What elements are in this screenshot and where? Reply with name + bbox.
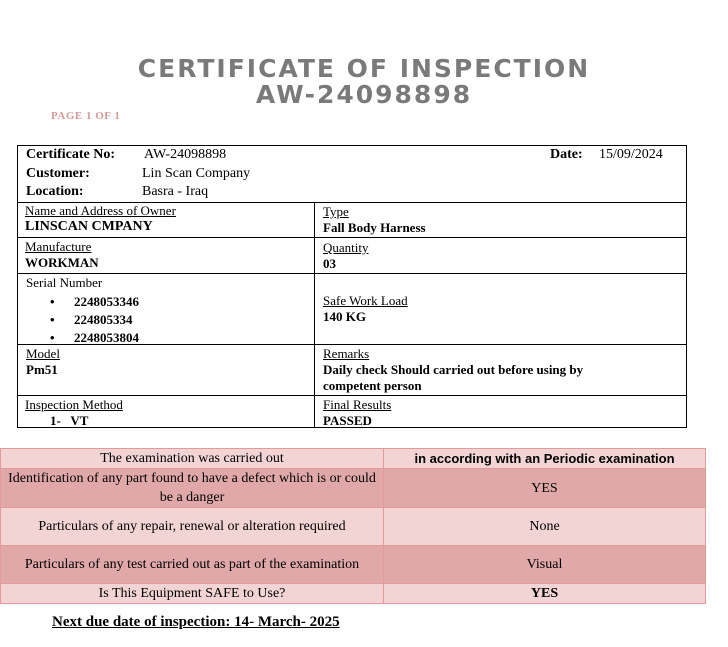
owner-label: Name and Address of Owner bbox=[25, 203, 176, 218]
page-indicator: PAGE 1 OF 1 bbox=[51, 110, 121, 122]
final-results-label: Final Results bbox=[323, 397, 392, 412]
final-results-value: PASSED bbox=[323, 413, 372, 428]
serial-number-item: • 2248053804 bbox=[74, 329, 139, 347]
examination-answer: Visual bbox=[384, 546, 706, 584]
examination-question: The examination was carried out bbox=[1, 449, 384, 469]
inspection-method-value: 1- VT bbox=[50, 413, 89, 428]
next-due-date: Next due date of inspection: 14- March- 2025 bbox=[52, 614, 340, 630]
examination-table bbox=[0, 448, 706, 604]
model-label: Model bbox=[26, 346, 60, 361]
manufacture-quantity-row bbox=[18, 238, 686, 274]
method-results-row bbox=[18, 396, 686, 428]
safe-work-load-value: 140 KG bbox=[323, 309, 366, 324]
location-label: Location: bbox=[26, 184, 84, 199]
type-value: Fall Body Harness bbox=[323, 220, 426, 235]
remarks-value: Daily check Should carried out before using by competent person bbox=[323, 362, 584, 393]
serial-number-list bbox=[26, 293, 139, 347]
examination-answer: None bbox=[384, 508, 706, 546]
manufacture-value: WORKMAN bbox=[25, 255, 99, 270]
serial-number-label: Serial Number bbox=[26, 275, 103, 290]
table-row bbox=[1, 469, 706, 508]
certificate-no-label: Certificate No: bbox=[26, 147, 116, 162]
remarks-label: Remarks bbox=[323, 346, 370, 361]
examination-question: Identification of any part found to have a defect which is or could be a danger bbox=[1, 469, 384, 508]
type-label: Type bbox=[323, 204, 349, 219]
serial-number-item: • 224805334 bbox=[74, 311, 139, 329]
examination-answer: YES bbox=[384, 469, 706, 508]
examination-answer: in according with an Periodic examination bbox=[384, 449, 706, 469]
model-remarks-row bbox=[18, 345, 686, 396]
customer-value: Lin Scan Company bbox=[142, 166, 251, 181]
model-value: Pm51 bbox=[26, 362, 58, 377]
date-value: 15/09/2024 bbox=[599, 147, 663, 162]
customer-label: Customer: bbox=[26, 166, 90, 181]
examination-question: Is This Equipment SAFE to Use? bbox=[1, 584, 384, 604]
owner-type-row bbox=[18, 202, 686, 238]
certificate-no-value: AW-24098898 bbox=[144, 147, 227, 162]
inspection-method-label: Inspection Method bbox=[25, 397, 123, 412]
certificate-header bbox=[18, 146, 686, 203]
table-row bbox=[1, 584, 706, 604]
safe-work-load-label: Safe Work Load bbox=[323, 293, 408, 308]
examination-question: Particulars of any test carried out as part of the examination bbox=[1, 546, 384, 584]
serial-number-item: • 2248053346 bbox=[74, 293, 139, 311]
owner-value: LINSCAN CMPANY bbox=[25, 219, 153, 234]
certificate-number-title: AW-24098898 bbox=[255, 80, 473, 109]
date-label: Date: bbox=[550, 147, 583, 162]
quantity-label: Quantity bbox=[323, 240, 369, 255]
location-value: Basra - Iraq bbox=[142, 184, 209, 199]
manufacture-label: Manufacture bbox=[25, 239, 92, 254]
serial-swl-row bbox=[18, 274, 686, 345]
table-row bbox=[1, 508, 706, 546]
table-row bbox=[1, 546, 706, 584]
certificate-title: CERTIFICATE OF INSPECTION bbox=[137, 54, 591, 83]
examination-question: Particulars of any repair, renewal or alteration required bbox=[1, 508, 384, 546]
quantity-value: 03 bbox=[323, 256, 336, 271]
examination-answer: YES bbox=[384, 584, 706, 604]
certificate-details-box bbox=[17, 145, 687, 428]
table-row bbox=[1, 449, 706, 469]
